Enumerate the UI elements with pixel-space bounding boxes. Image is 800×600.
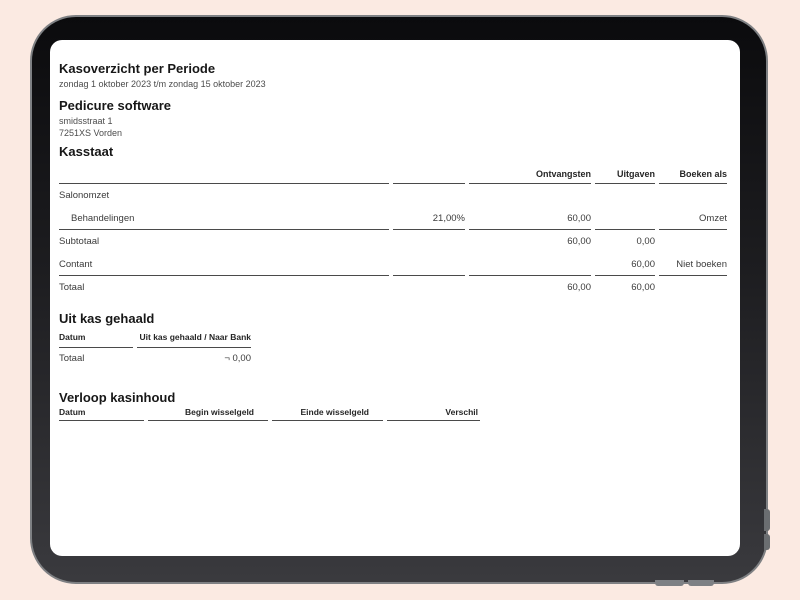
kasstaat-row-behandelingen bbox=[59, 207, 727, 230]
kasstaat-header-boeken-als: Boeken als bbox=[659, 165, 727, 184]
volume-button bbox=[764, 534, 770, 550]
uitkas-header-row bbox=[59, 330, 251, 348]
row-ontvangsten: 60,00 bbox=[567, 282, 591, 293]
uitkas-row-totaal bbox=[59, 348, 251, 368]
kasstaat-header-uitgaven: Uitgaven bbox=[595, 165, 655, 184]
uitkas-table bbox=[55, 330, 255, 368]
tablet-screen bbox=[50, 40, 740, 556]
report-period: zondag 1 oktober 2023 t/m zondag 15 oktober 2023 bbox=[59, 79, 266, 89]
row-label: Subtotaal bbox=[59, 236, 100, 247]
company-name: Pedicure software bbox=[59, 98, 171, 113]
row-boeken-als: Niet boeken bbox=[659, 253, 727, 276]
row-btw: 21,00% bbox=[393, 207, 465, 230]
row-uitgaven: 60,00 bbox=[631, 282, 655, 293]
kasstaat-row-contant bbox=[59, 253, 727, 276]
row-boeken-als: Omzet bbox=[659, 207, 727, 230]
kasstaat-header-empty bbox=[59, 165, 389, 184]
row-label: Behandelingen bbox=[59, 207, 389, 230]
company-address-line1: smidsstraat 1 bbox=[59, 116, 113, 126]
verloop-header-verschil: Verschil bbox=[387, 407, 480, 421]
verloop-header-einde: Einde wisselgeld bbox=[272, 407, 383, 421]
row-label: Totaal bbox=[59, 282, 85, 293]
kasstaat-row-salonomzet bbox=[59, 184, 727, 207]
volume-up-button bbox=[655, 580, 684, 586]
uitkas-header-datum: Datum bbox=[59, 330, 133, 348]
tablet-frame bbox=[30, 15, 768, 584]
row-label: Salonomzet bbox=[59, 190, 110, 201]
row-uitgaven bbox=[595, 207, 655, 230]
row-ontvangsten: 60,00 bbox=[469, 207, 591, 230]
verloop-section-title: Verloop kasinhoud bbox=[59, 390, 176, 405]
kasstaat-header-ontvangsten: Ontvangsten bbox=[469, 165, 591, 184]
verloop-header-datum: Datum bbox=[59, 407, 144, 421]
report-title: Kasoverzicht per Periode bbox=[59, 61, 216, 76]
kasstaat-header-row bbox=[59, 165, 727, 184]
kasstaat-row-totaal bbox=[59, 276, 727, 299]
row-label: Totaal bbox=[59, 352, 85, 364]
kasstaat-table bbox=[55, 165, 731, 299]
row-ontvangsten: 60,00 bbox=[567, 236, 591, 247]
company-address-line2: 7251XS Vorden bbox=[59, 128, 123, 138]
row-value: ¬ 0,00 bbox=[224, 352, 251, 364]
kasstaat-row-subtotaal bbox=[59, 230, 727, 253]
row-uitgaven: 60,00 bbox=[595, 253, 655, 276]
row-label: Contant bbox=[59, 253, 389, 276]
kasstaat-section-title: Kasstaat bbox=[59, 144, 114, 159]
kasstaat-header-btw bbox=[393, 165, 465, 184]
verloop-table bbox=[55, 407, 484, 421]
verloop-header-row bbox=[59, 407, 480, 421]
verloop-header-begin: Begin wisselgeld bbox=[148, 407, 268, 421]
row-uitgaven: 0,00 bbox=[636, 236, 655, 247]
uitkas-section-title: Uit kas gehaald bbox=[59, 311, 155, 326]
uitkas-header-bedrag: Uit kas gehaald / Naar Bank bbox=[137, 330, 251, 348]
kasoverzicht-report bbox=[50, 40, 740, 421]
volume-down-button bbox=[688, 580, 714, 586]
power-button bbox=[764, 509, 770, 531]
